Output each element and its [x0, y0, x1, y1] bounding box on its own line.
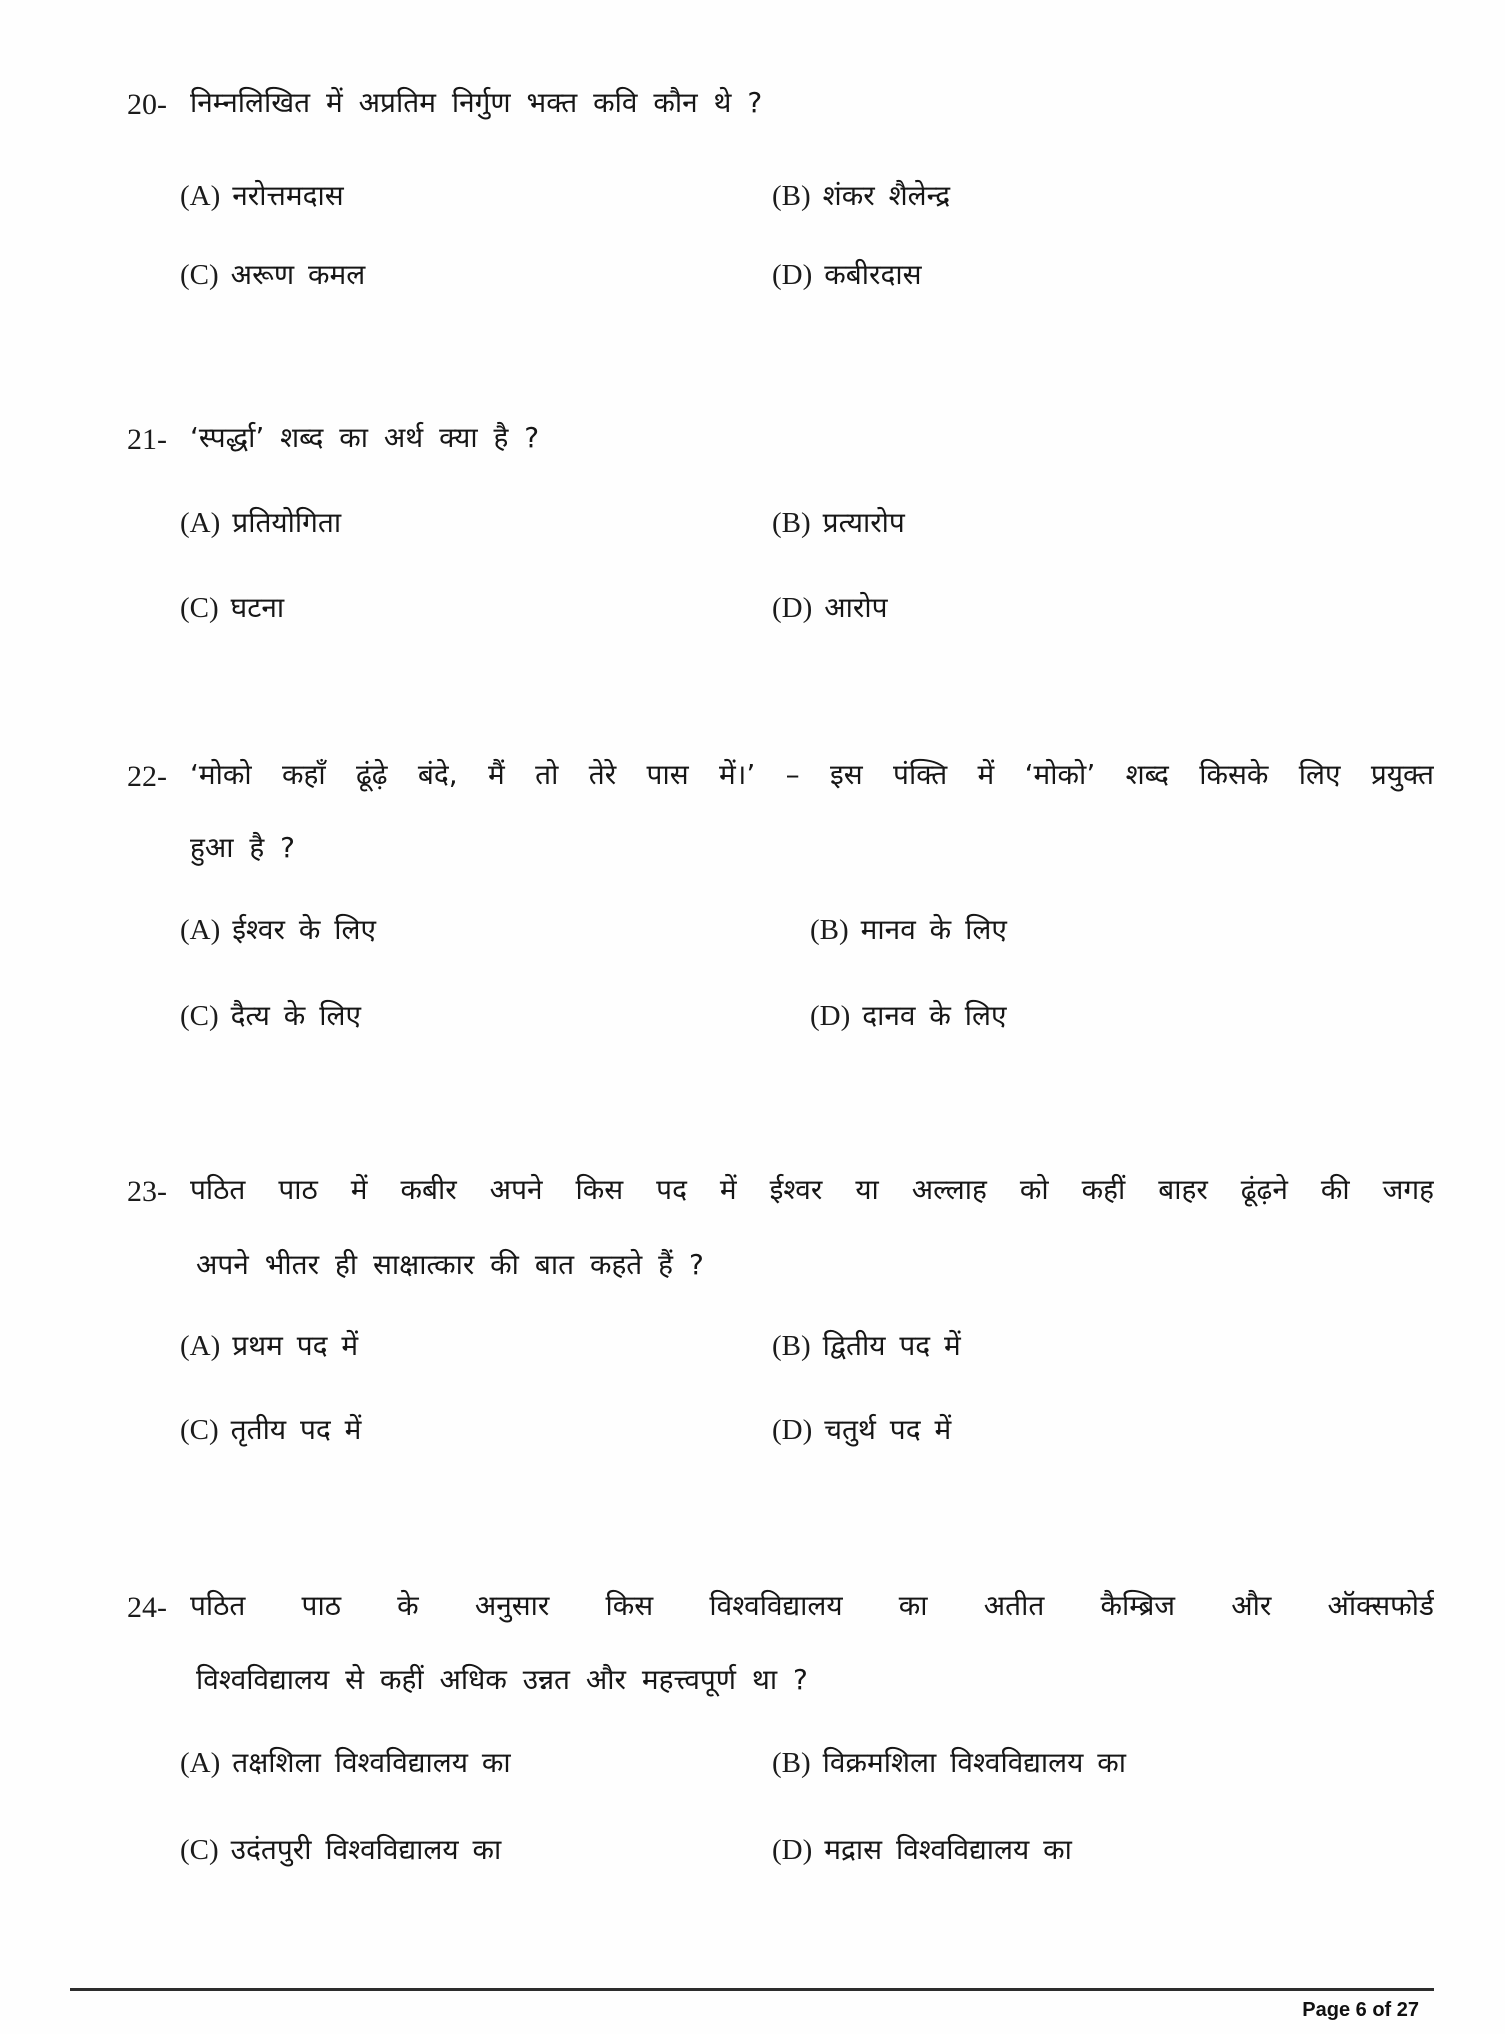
option-label: (B) — [810, 914, 849, 946]
question-20-option-a — [180, 176, 344, 217]
question-21-option-b — [772, 503, 905, 544]
question-23-option-c — [180, 1410, 361, 1451]
option-text: ईश्वर के लिए — [232, 913, 376, 946]
option-label: (A) — [180, 1747, 221, 1779]
footer-divider — [70, 1988, 1434, 1991]
option-text: अरूण कमल — [230, 258, 366, 291]
option-text: द्वितीय पद में — [822, 1329, 961, 1362]
option-text: कबीरदास — [824, 258, 922, 291]
question-23-option-a — [180, 1326, 358, 1367]
option-label: (D) — [772, 1834, 813, 1866]
question-text: ‘स्पर्द्धा’ शब्द का अर्थ क्या है ? — [190, 421, 540, 454]
question-22-option-c — [180, 996, 361, 1037]
option-label: (A) — [180, 914, 221, 946]
option-label: (B) — [772, 1747, 811, 1779]
question-text-line-1: ‘मोको कहाँ ढूंढ़े बंदे, मैं तो तेरे पास में।’ – इस पंक्ति में ‘मोको’ शब्द किसके लिए प्रयुक्त — [190, 758, 1434, 791]
question-number: 23- — [127, 1175, 167, 1208]
question-text-line-1: पठित पाठ में कबीर अपने किस पद में ईश्वर या अल्लाह को कहीं बाहर ढूंढ़ने की जगह — [190, 1173, 1434, 1206]
option-text: तक्षशिला विश्वविद्यालय का — [232, 1746, 511, 1779]
option-text: प्रथम पद में — [232, 1329, 359, 1362]
question-21-option-d — [772, 588, 888, 629]
option-text: दानव के लिए — [862, 999, 1007, 1032]
question-24-option-b — [772, 1743, 1126, 1784]
question-text: निम्नलिखित में अप्रतिम निर्गुण भक्त कवि कौन थे ? — [190, 86, 763, 119]
option-text: तृतीय पद में — [230, 1413, 362, 1446]
question-22-option-a — [180, 910, 376, 951]
option-text: मद्रास विश्वविद्यालय का — [824, 1833, 1072, 1866]
question-number: 22- — [127, 760, 167, 793]
question-20-option-c — [180, 255, 365, 296]
question-23-option-d — [772, 1410, 951, 1451]
option-text: उदंतपुरी विश्वविद्यालय का — [230, 1833, 502, 1866]
question-22-option-d — [810, 996, 1007, 1037]
option-label: (C) — [180, 1834, 219, 1866]
option-label: (D) — [772, 259, 813, 291]
question-24-option-a — [180, 1743, 511, 1784]
question-22-option-b — [810, 910, 1007, 951]
question-24-option-d — [772, 1830, 1072, 1871]
question-21-option-c — [180, 588, 284, 629]
option-label: (B) — [772, 180, 811, 212]
footer-page-number: Page 6 of 27 — [1302, 1999, 1419, 2021]
option-text: मानव के लिए — [860, 913, 1007, 946]
question-number: 24- — [127, 1591, 167, 1624]
option-text: प्रतियोगिता — [232, 506, 342, 539]
option-label: (C) — [180, 1414, 219, 1446]
option-label: (C) — [180, 1000, 219, 1032]
option-label: (B) — [772, 507, 811, 539]
question-text-line-1: पठित पाठ के अनुसार किस विश्वविद्यालय का अतीत कैम्ब्रिज और ऑक्सफोर्ड — [190, 1589, 1434, 1622]
option-label: (A) — [180, 1330, 221, 1362]
question-20-option-d — [772, 255, 922, 296]
option-text: आरोप — [824, 591, 888, 624]
option-label: (A) — [180, 507, 221, 539]
option-text: नरोत्तमदास — [232, 179, 344, 212]
option-label: (D) — [772, 592, 813, 624]
question-23-option-b — [772, 1326, 961, 1367]
option-text: प्रत्यारोप — [822, 506, 905, 539]
option-label: (A) — [180, 180, 221, 212]
option-text: चतुर्थ पद में — [824, 1413, 952, 1446]
question-text-line-2: विश्वविद्यालय से कहीं अधिक उन्नत और महत्त्वपूर्ण था ? — [196, 1663, 808, 1696]
question-number: 20- — [127, 88, 167, 121]
question-number: 21- — [127, 423, 167, 456]
option-text: दैत्य के लिए — [230, 999, 361, 1032]
question-text-line-2: हुआ है ? — [190, 831, 296, 864]
option-label: (C) — [180, 259, 219, 291]
option-label: (D) — [810, 1000, 851, 1032]
option-text: शंकर शैलेन्द्र — [822, 179, 951, 212]
question-text-line-2: अपने भीतर ही साक्षात्कार की बात कहते हैं ? — [196, 1248, 704, 1281]
option-text: विक्रमशिला विश्वविद्यालय का — [822, 1746, 1127, 1779]
question-21-option-a — [180, 503, 341, 544]
question-24-option-c — [180, 1830, 501, 1871]
option-label: (D) — [772, 1414, 813, 1446]
question-20-option-b — [772, 176, 950, 217]
option-text: घटना — [230, 591, 285, 624]
option-label: (C) — [180, 592, 219, 624]
option-label: (B) — [772, 1330, 811, 1362]
